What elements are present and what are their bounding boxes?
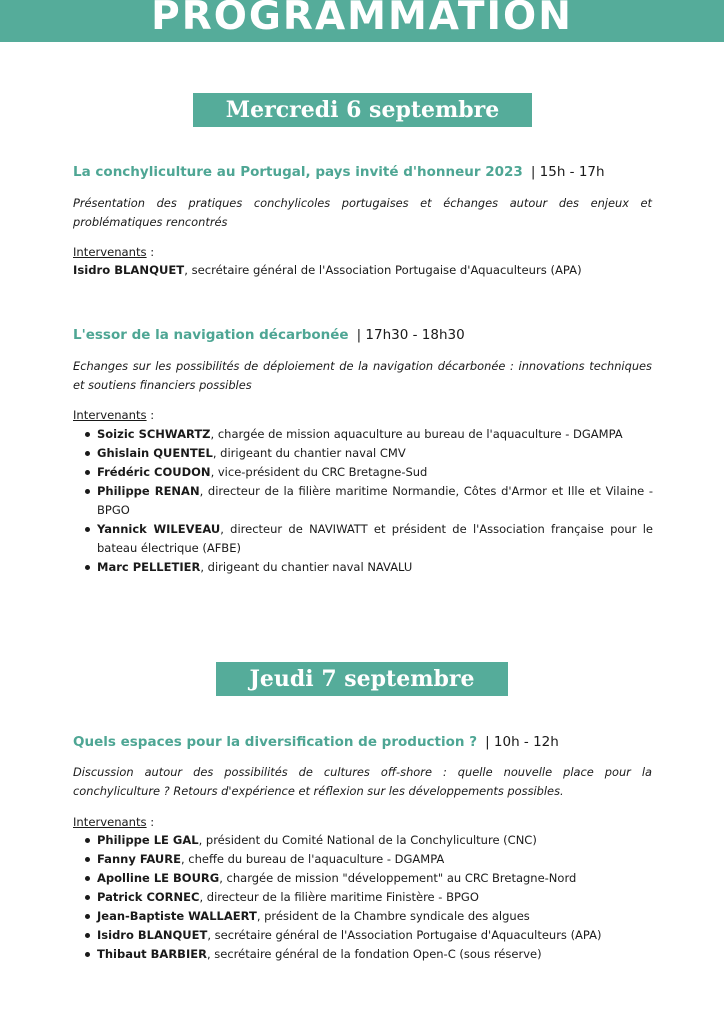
speaker-item bbox=[73, 888, 653, 907]
speaker-name: Frédéric COUDON bbox=[97, 465, 211, 479]
intervenants-label-text: Intervenants bbox=[73, 408, 147, 422]
speaker-item bbox=[73, 558, 653, 577]
speaker-item bbox=[73, 907, 653, 926]
speaker-role: , directeur de la filière maritime Normandie, Côtes d'Armor et Ille et Vilaine - BPGO bbox=[97, 484, 653, 517]
speaker-item bbox=[73, 926, 653, 945]
session-name: Quels espaces pour la diversification de production ? bbox=[73, 734, 478, 750]
speaker-name: Ghislain QUENTEL bbox=[97, 446, 213, 460]
session-time: | 15h - 17h bbox=[530, 164, 605, 180]
session-name: L'essor de la navigation décarbonée bbox=[73, 327, 349, 343]
speaker-name: Isidro BLANQUET bbox=[73, 263, 185, 277]
speaker-role: , président de la Chambre syndicale des algues bbox=[256, 909, 530, 923]
intervenants-label-text: Intervenants bbox=[73, 245, 147, 259]
speaker-role: , vice-président du CRC Bretagne-Sud bbox=[210, 465, 428, 479]
speaker-role: , dirigeant du chantier naval NAVALU bbox=[200, 560, 413, 574]
speaker-role: , dirigeant du chantier naval CMV bbox=[212, 446, 406, 460]
speaker-item bbox=[73, 425, 653, 444]
speaker-role: , président du Comité National de la Conchyliculture (CNC) bbox=[198, 833, 537, 847]
session-time: | 17h30 - 18h30 bbox=[356, 327, 465, 343]
speaker-name: Thibaut BARBIER bbox=[97, 947, 207, 961]
speaker-name: Philippe LE GAL bbox=[97, 833, 199, 847]
speaker-name: Apolline LE BOURG bbox=[97, 871, 220, 885]
intervenants-label: Intervenants : bbox=[73, 245, 155, 259]
speaker-item bbox=[73, 463, 653, 482]
speaker-role: , chargée de mission aquaculture au bureau de l'aquaculture - DGAMPA bbox=[210, 427, 623, 441]
session-description: Echanges sur les possibilités de déploiement de la navigation décarbonée : innovations techniques et soutiens financiers possibles bbox=[73, 359, 652, 392]
speaker-name: Patrick CORNEC bbox=[97, 890, 200, 904]
speaker-role: , secrétaire général de l'Association Portugaise d'Aquaculteurs (APA) bbox=[184, 263, 582, 277]
speaker-name: Jean-Baptiste WALLAERT bbox=[97, 909, 257, 923]
intervenants-label-text: Intervenants bbox=[73, 815, 147, 829]
speaker-name: Philippe RENAN bbox=[97, 484, 200, 498]
speaker-role: , secrétaire général de l'Association Portugaise d'Aquaculteurs (APA) bbox=[207, 928, 602, 942]
intervenants-label: Intervenants : bbox=[73, 815, 155, 829]
speaker-name: Soizic SCHWARTZ bbox=[97, 427, 211, 441]
session-title bbox=[73, 326, 465, 344]
speaker-name: Yannick WILEVEAU bbox=[97, 522, 221, 536]
speaker-item bbox=[73, 869, 653, 888]
speaker-name: Fanny FAURE bbox=[97, 852, 181, 866]
speaker-item bbox=[73, 444, 653, 463]
session-description: Discussion autour des possibilités de cultures off-shore : quelle nouvelle place pour la conchyliculture ? Retours d'expérience et réflexion sur les développements possibles. bbox=[73, 765, 652, 798]
speaker-role: , chargée de mission "développement" au CRC Bretagne-Nord bbox=[219, 871, 577, 885]
page-title: PROGRAMMATION bbox=[151, 0, 573, 39]
session-time: | 10h - 12h bbox=[485, 734, 559, 750]
speaker-role: , directeur de la filière maritime Finistère - BPGO bbox=[199, 890, 479, 904]
speaker-item bbox=[73, 482, 653, 520]
speaker-item bbox=[73, 261, 653, 280]
speaker-role: , secrétaire général de la fondation Open-C (sous réserve) bbox=[206, 947, 542, 961]
speaker-item bbox=[73, 520, 653, 558]
session-description: Présentation des pratiques conchylicoles portugaises et échanges autour des enjeux et problématiques rencontrés bbox=[73, 196, 652, 229]
speaker-role: , cheffe du bureau de l'aquaculture - DGAMPA bbox=[180, 852, 445, 866]
session-name: La conchyliculture au Portugal, pays invité d'honneur 2023 bbox=[73, 164, 523, 180]
speaker-item bbox=[73, 945, 653, 964]
speaker-name: Isidro BLANQUET bbox=[97, 928, 208, 942]
session-title bbox=[73, 163, 605, 181]
intervenants-label: Intervenants : bbox=[73, 408, 155, 422]
session-title bbox=[73, 733, 559, 751]
speaker-name: Marc PELLETIER bbox=[97, 560, 201, 574]
speaker-role: , directeur de NAVIWATT et président de l'Association française pour le bateau électrique (AFBE) bbox=[97, 522, 653, 555]
day-badge-mercredi: Mercredi 6 septembre 2023 bbox=[193, 93, 532, 127]
speaker-list bbox=[73, 831, 653, 964]
page-header bbox=[0, 0, 724, 42]
speaker-item bbox=[73, 831, 653, 850]
day-badge-jeudi: Jeudi 7 septembre 2023 bbox=[216, 662, 508, 696]
speaker-item bbox=[73, 850, 653, 869]
speaker-list bbox=[73, 425, 653, 577]
